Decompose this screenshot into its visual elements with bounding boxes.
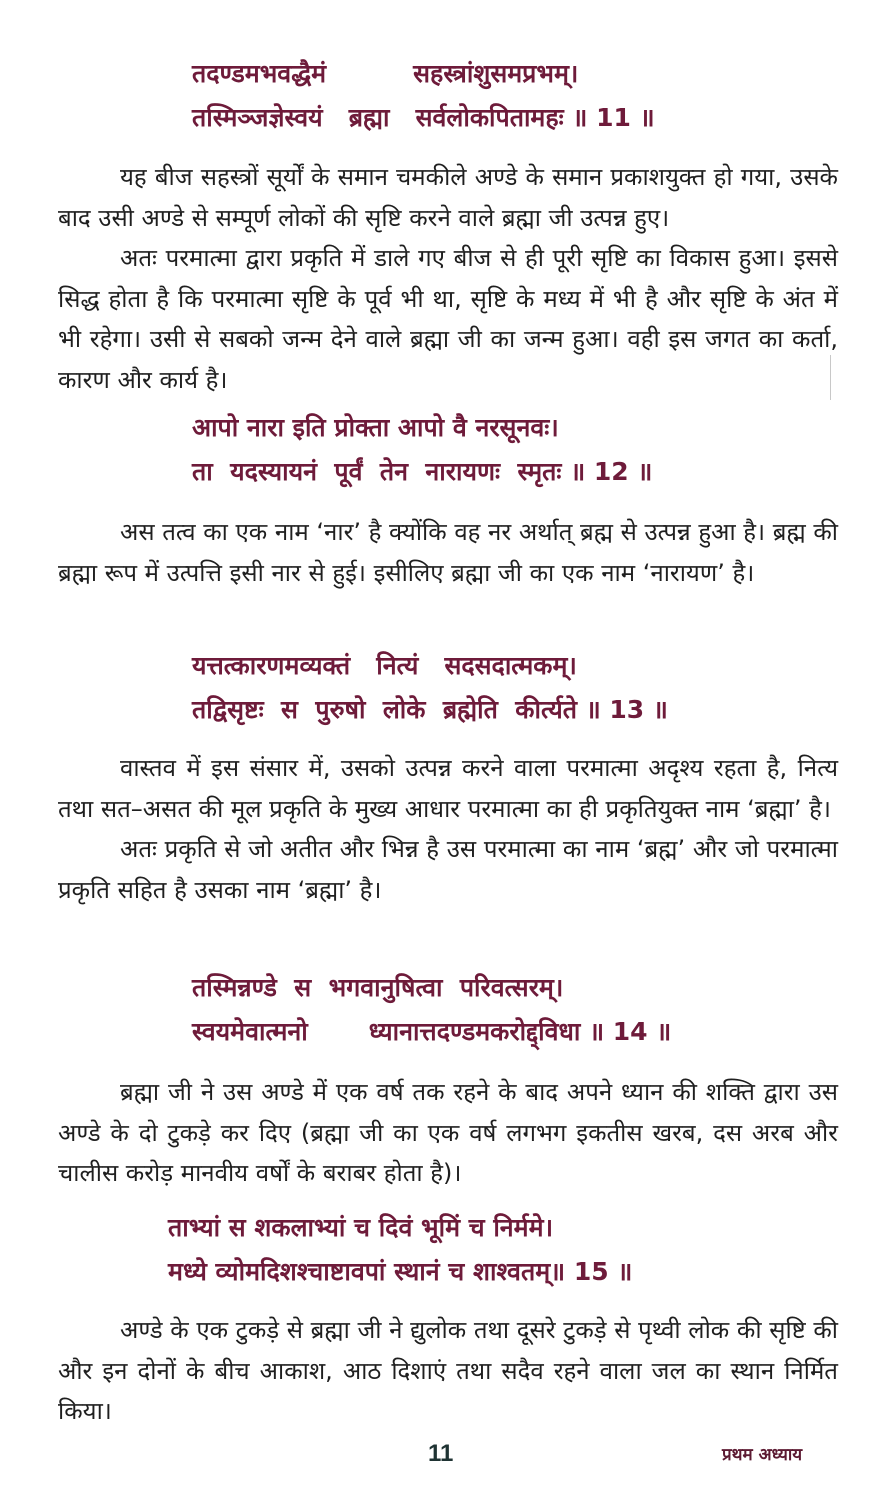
verse-11 xyxy=(192,52,655,140)
prose-block-4 xyxy=(58,1072,838,1194)
paragraph: वास्तव में इस संसार में, उसको उत्पन्न करने वाला परमात्मा अदृश्य रहता है, नित्य तथा सत–असत की मूल प्रकृति के मुख्य आधार परमात्मा का ही प्रकृतियुक्त नाम ‘ब्रह्मा’ है। xyxy=(58,754,838,823)
verse-line: स्वयमेवात्मनो ध्यानात्तदण्डमकरोद्द्विधा ॥ 14 ॥ xyxy=(192,1017,672,1046)
paragraph: यह बीज सहस्त्रों सूर्यों के समान चमकीले अण्डे के समान प्रकाशयुक्त हो गया, उसके बाद उसी अण्डे से सम्पूर्ण लोकों की सृष्टि करने वाले ब्रह्मा जी उत्पन्न हुए। xyxy=(58,163,838,232)
verse-line: आपो नारा इति प्रोक्ता आपो वै नरसूनवः। xyxy=(192,413,559,442)
verse-line: मध्ये व्योमदिशश्चाष्टावपां स्थानं च शाश्वतम्॥ 15 ॥ xyxy=(168,1257,633,1286)
paragraph: अण्डे के एक टुकड़े से ब्रह्मा जी ने द्युलोक तथा दूसरे टुकड़े से पृथ्वी लोक की सृष्टि की और इन दोनों के बीच आकाश, आठ दिशाएं तथा सदैव रहने वाला जल का स्थान निर्मित किया। xyxy=(58,1316,838,1425)
verse-line: तस्मिञ्जज्ञेस्वयं ब्रह्मा सर्वलोकपितामहः ॥ 11 ॥ xyxy=(192,103,655,132)
page-number: 11 xyxy=(428,1440,454,1467)
margin-mark xyxy=(830,355,831,400)
verse-line: ता यदस्यायनं पूर्वं तेन नारायणः स्मृतः ॥ 12 ॥ xyxy=(192,457,653,486)
verse-14 xyxy=(192,966,671,1054)
verse-line: तस्मिन्नण्डे स भगवानुषित्वा परिवत्सरम्। xyxy=(192,973,564,1002)
paragraph: अस तत्व का एक नाम ‘नार’ है क्योंकि वह नर अर्थात् ब्रह्म से उत्पन्न हुआ है। ब्रह्म की ब्रह्मा रूप में उत्पत्ति इसी नार से हुई। इसीलिए ब्रह्मा जी का एक नाम ‘नारायण’ है। xyxy=(58,518,838,587)
verse-line: तदण्डमभवद्धैमं सहस्त्रांशुसमप्रभम्। xyxy=(192,59,579,88)
prose-block-5 xyxy=(58,1310,838,1432)
verse-line: यत्तत्कारणमव्यक्तं नित्यं सदसदात्मकम्। xyxy=(192,651,577,680)
prose-block-3 xyxy=(58,748,838,910)
verse-13 xyxy=(192,644,668,732)
verse-line: ताभ्यां स शकलाभ्यां च दिवं भूमिं च निर्ममे। xyxy=(168,1213,554,1242)
paragraph: ब्रह्मा जी ने उस अण्डे में एक वर्ष तक रहने के बाद अपने ध्यान की शक्ति द्वारा उस अण्डे के दो टुकड़े कर दिए (ब्रह्मा जी का एक वर्ष लगभग इकतीस खरब, दस अरब और चालीस करोड़ मानवीय वर्षों के बराबर होता है)। xyxy=(58,1078,838,1187)
verse-15 xyxy=(168,1206,632,1294)
paragraph: अतः परमात्मा द्वारा प्रकृति में डाले गए बीज से ही पूरी सृष्टि का विकास हुआ। इससे सिद्ध होता है कि परमात्मा सृष्टि के पूर्व भी था, सृष्टि के मध्य में भी है और सृष्टि के अंत में भी रहेगा। उसी से सबको जन्म देने वाले ब्रह्मा जी का जन्म हुआ। वही इस जगत का कर्ता, कारण और कार्य है। xyxy=(58,244,838,394)
prose-block-2 xyxy=(58,512,838,593)
verse-12 xyxy=(192,406,652,494)
verse-line: तद्विसृष्टः स पुरुषो लोके ब्रह्मेति कीर्त्यते ॥ 13 ॥ xyxy=(192,695,668,724)
paragraph: अतः प्रकृति से जो अतीत और भिन्न है उस परमात्मा का नाम ‘ब्रह्म’ और जो परमात्मा प्रकृति सहित है उसका नाम ‘ब्रह्मा’ है। xyxy=(58,835,838,904)
prose-block-1 xyxy=(58,157,838,400)
chapter-title: प्रथम अध्याय xyxy=(722,1445,803,1465)
